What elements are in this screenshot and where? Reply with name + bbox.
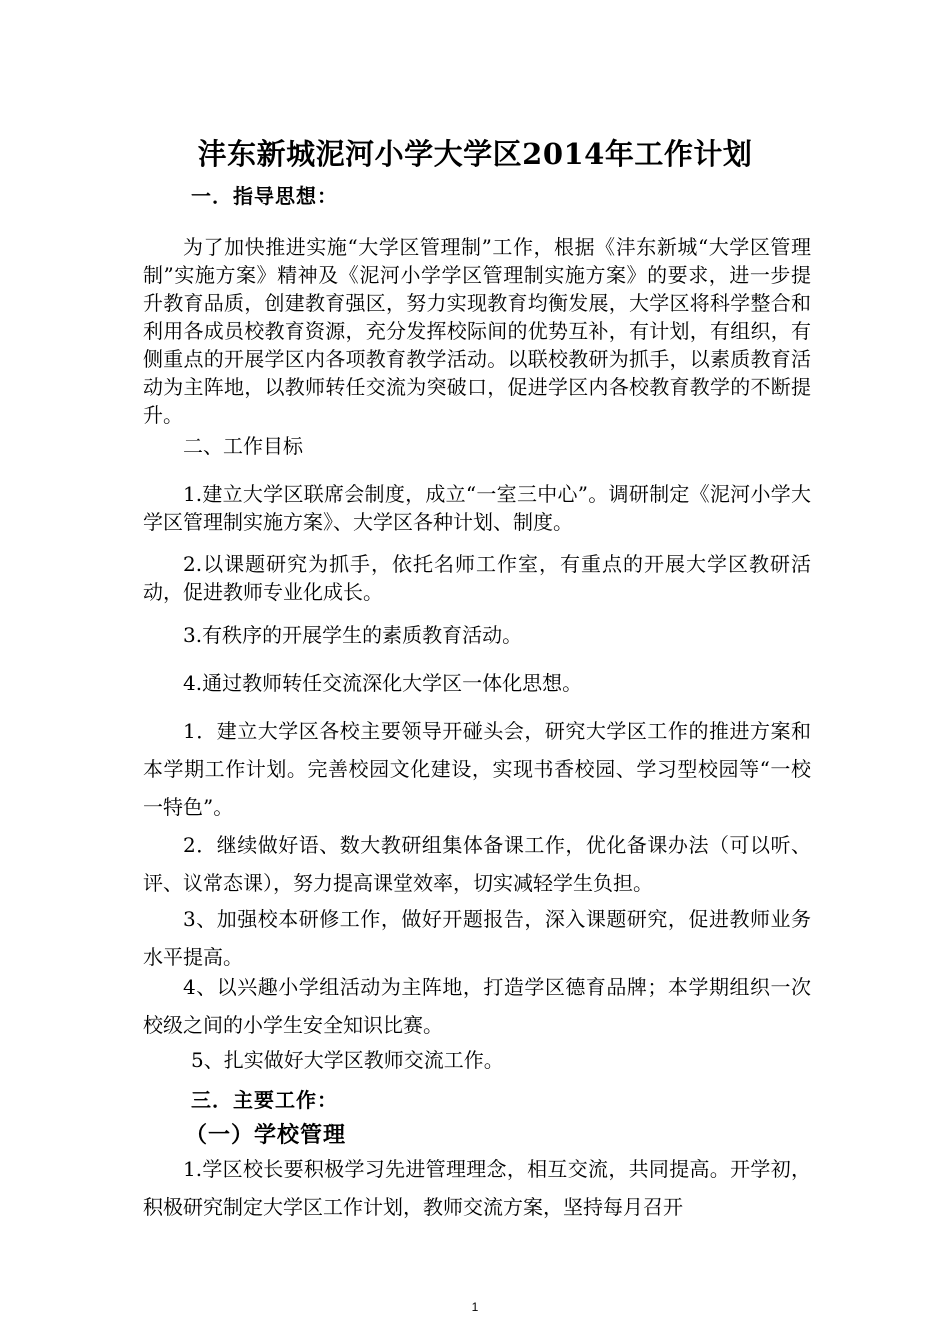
main-work-heading: 三．主要工作： (191, 1088, 338, 1112)
guiding-paragraph: 为了加快推进实施“大学区管理制”工作，根据《沣东新城“大学区管理制”实施方案》精神及《泥河小学学区管理制实施方案》的要求，进一步提升教育品质，创建教育强区，努力实现教育均衡发展，大学区将科学整合和利用各成员校教育资源，充分发挥校际间的优势互补，有计划，有组织，有侧重点的开展学区内各项教育教学活动。以联校教研为抓手，以素质教育活动为主阵地，以教师转任交流为突破口，促进学区内各校教育教学的不断提升。 (143, 235, 811, 427)
management-paragraph: 1.学区校长要积极学习先进管理理念，相互交流，共同提高。开学初，积极研究制定大学区工作计划，教师交流方案，坚持每月召开 (143, 1157, 811, 1219)
guiding-heading: 一．指导思想： (191, 184, 338, 208)
document-title: 沣东新城泥河小学大学区2014年工作计划 (197, 137, 753, 171)
goals-heading: 二、工作目标 (183, 434, 303, 458)
goal-item-4: 4.通过教师转任交流深化大学区一体化思想。 (183, 671, 583, 695)
task-item-5: 5、扎实做好大学区教师交流工作。 (191, 1048, 504, 1072)
school-management-heading: （一）学校管理 (185, 1122, 347, 1148)
task-item-1: 1．建立大学区各校主要领导开碰头会，研究大学区工作的推进方案和本学期工作计划。完善校园文化建设，实现书香校园、学习型校园等“一校一特色”。 (143, 719, 811, 819)
task-item-4: 4、以兴趣小学组活动为主阵地，打造学区德育品牌；本学期组织一次校级之间的小学生安全知识比赛。 (143, 975, 811, 1037)
page-number: 1 (471, 1300, 479, 1314)
goal-item-2: 2.以课题研究为抓手，依托名师工作室，有重点的开展大学区教研活动，促进教师专业化成长。 (143, 552, 811, 604)
task-item-2: 2．继续做好语、数大教研组集体备课工作，优化备课办法（可以听、评、议常态课），努力提高课堂效率，切实减轻学生负担。 (143, 833, 811, 895)
goal-item-3: 3.有秩序的开展学生的素质教育活动。 (183, 623, 523, 647)
goal-item-1: 1.建立大学区联席会制度，成立“一室三中心”。调研制定《泥河小学大学区管理制实施方案》、大学区各种计划、制度。 (143, 482, 811, 534)
task-item-3: 3、加强校本研修工作，做好开题报告，深入课题研究，促进教师业务水平提高。 (143, 907, 811, 969)
